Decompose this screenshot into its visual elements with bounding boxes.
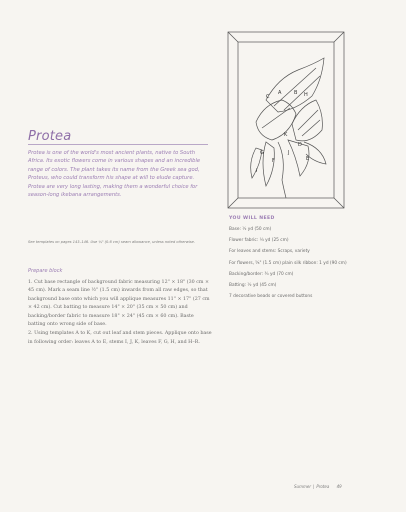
steps-heading: Prepare block bbox=[28, 268, 63, 274]
material-item: Batting: ½ yd (45 cm) bbox=[229, 282, 277, 288]
materials-list bbox=[229, 227, 379, 305]
material-item: For leaves and stems: Scraps, variety bbox=[229, 249, 310, 255]
page-footer bbox=[294, 484, 342, 489]
material-item: 7 decorative beads or covered buttons bbox=[229, 294, 313, 300]
template-note: See templates on pages 143–146. Use ¼" (0.6 cm) seam allowance, unless noted otherwise. bbox=[28, 240, 196, 244]
protea-diagram bbox=[226, 30, 346, 210]
footer-separator: | bbox=[312, 484, 315, 489]
footer-name: Protea bbox=[316, 484, 330, 489]
label-h: H bbox=[304, 92, 308, 98]
page-title: Protea bbox=[28, 129, 72, 144]
label-e: E bbox=[306, 156, 310, 162]
material-item: Backing/border: ¾ yd (70 cm) bbox=[229, 271, 294, 277]
label-a: A bbox=[278, 90, 282, 96]
label-d: D bbox=[298, 142, 302, 148]
material-item: Flower fabric: ¼ yd (25 cm) bbox=[229, 238, 289, 244]
step-item: 1. Cut base rectangle of background fabric measuring 12" × 18" (30 cm × 45 cm). Mark a seam line ½" (1.5 cm) inwards from all raw edges, so that background base onto which you will applique measures 11" × 17" (27 cm × 42 cm). Cut batting to measure 14" × 20" (35 cm × 50 cm) and backing/border fabric to measure 18" × 24" (45 cm × 60 cm). Baste batting onto wrong side of base. bbox=[28, 280, 210, 328]
step-item: 2. Using templates A to K, cut out leaf and stem pieces. Applique onto base in following order: leaves A to E, stems I, J, K, leaves F, G, H, and H–R. bbox=[28, 331, 212, 345]
label-k: K bbox=[284, 132, 288, 138]
material-item: Base: ½ yd (50 cm) bbox=[229, 227, 272, 232]
material-item: For flowers, ⅝" (1.5 cm) plain silk ribbon: 1 yd (90 cm) bbox=[229, 260, 347, 266]
page-number: 49 bbox=[336, 484, 342, 489]
footer-section: Summer bbox=[294, 484, 311, 489]
label-b: B bbox=[294, 90, 298, 96]
label-c: C bbox=[266, 94, 270, 100]
intro-paragraph: Protea is one of the world's most ancient plants, native to South Africa. Its exotic flowers come in various shapes and an incredible range of colors. The plant takes its name from the Greek sea god, Proteus, who could transform his shape at will to elude capture. Protea are very long lasting, making them a wonderful choice for season-long ikebana arrangements. bbox=[28, 150, 201, 199]
protea-block-illustration bbox=[226, 30, 346, 210]
materials-heading: YOU WILL NEED bbox=[229, 216, 275, 221]
label-f: F bbox=[272, 158, 275, 164]
steps-list bbox=[28, 279, 212, 348]
title-divider bbox=[28, 144, 208, 145]
label-g: G bbox=[260, 150, 264, 156]
label-i: I bbox=[256, 168, 258, 174]
label-j: J bbox=[288, 150, 290, 156]
